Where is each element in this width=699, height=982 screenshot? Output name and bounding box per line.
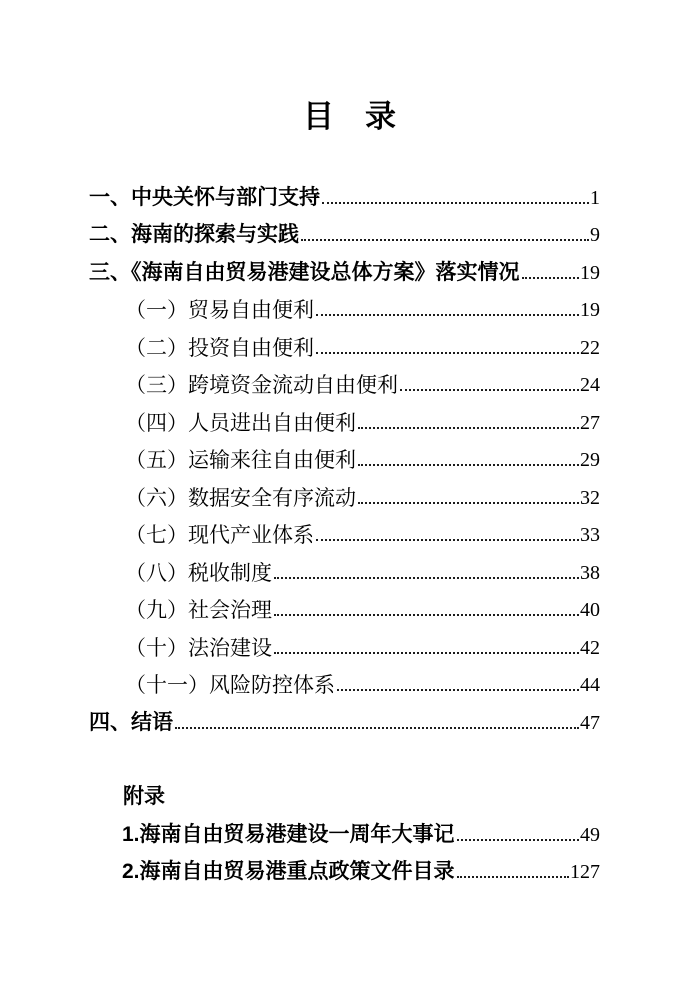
dot-leader — [400, 389, 579, 391]
toc-entry-label: 二、海南的探索与实践 — [89, 223, 299, 246]
toc-entry[interactable] — [89, 623, 600, 661]
toc-entry[interactable] — [89, 211, 600, 249]
toc-entry-label: （九）社会治理 — [125, 598, 272, 622]
appendix-entry[interactable] — [89, 810, 600, 848]
toc-entry-label: （六）数据安全有序流动 — [125, 485, 356, 510]
toc-entry-page-number: 27 — [580, 411, 600, 434]
toc-entry-page-number: 24 — [580, 374, 600, 396]
appendix-heading-row — [89, 773, 600, 811]
toc-entry-label: （四）人员进出自由便利 — [125, 410, 356, 435]
dot-leader — [358, 464, 579, 466]
dot-leader — [301, 239, 589, 241]
toc-entry-page-number: 40 — [580, 599, 600, 621]
toc-entry-label: （十）法治建设 — [125, 635, 272, 660]
toc-entry-page-number: 19 — [580, 261, 600, 284]
toc-entry[interactable] — [89, 698, 600, 736]
dot-leader — [358, 502, 579, 504]
toc-entry-label: （二）投资自由便利 — [125, 335, 314, 360]
toc-entry-label: （五）运输来往自由便利 — [125, 448, 356, 472]
toc-entry-label: （三）跨境资金流动自由便利 — [125, 373, 398, 397]
appendix-list — [89, 810, 600, 885]
dot-leader — [274, 614, 579, 616]
toc-entry-page-number: 1 — [590, 186, 600, 209]
toc-entry-label: 一、中央关怀与部门支持 — [89, 185, 320, 209]
toc-entry[interactable] — [89, 511, 600, 549]
toc-entry-page-number: 38 — [580, 561, 600, 584]
page-title: 目 录 — [303, 99, 396, 134]
dot-leader — [457, 839, 579, 841]
dot-leader — [274, 577, 579, 579]
dot-leader — [337, 689, 579, 691]
dot-leader — [457, 876, 569, 878]
dot-leader — [522, 277, 580, 279]
toc-list — [89, 173, 600, 736]
appendix-entry[interactable] — [89, 848, 600, 886]
toc-entry-page-number: 32 — [580, 486, 600, 509]
dot-leader — [316, 352, 579, 354]
appendix-section — [89, 773, 600, 886]
toc-entry-page-number: 44 — [580, 674, 600, 696]
toc-entry-page-number: 22 — [580, 336, 600, 359]
toc-entry[interactable] — [89, 173, 600, 211]
dot-leader — [322, 202, 589, 204]
dot-leader — [274, 652, 579, 654]
dot-leader — [358, 427, 579, 429]
toc-entry-label: （十一）风险防控体系 — [125, 673, 335, 697]
toc-entry-label: 四、结语 — [89, 710, 173, 734]
toc-entry-page-number: 9 — [590, 224, 600, 246]
toc-entry-label: （七）现代产业体系 — [125, 523, 314, 547]
toc-entry[interactable] — [89, 323, 600, 361]
toc-entry[interactable] — [89, 286, 600, 324]
toc-entry-label: （八）税收制度 — [125, 560, 272, 585]
toc-entry[interactable] — [89, 473, 600, 511]
toc-entry-page-number: 42 — [580, 636, 600, 659]
appendix-entry-label: 1.海南自由贸易港建设一周年大事记 — [122, 822, 455, 846]
toc-entry[interactable] — [89, 586, 600, 624]
toc-entry[interactable] — [89, 548, 600, 586]
toc-entry-label: （一）贸易自由便利 — [125, 298, 314, 322]
toc-entry-page-number: 19 — [580, 299, 600, 321]
toc-entry[interactable] — [89, 436, 600, 474]
toc-entry-page-number: 47 — [580, 711, 600, 734]
toc-entry[interactable] — [89, 398, 600, 436]
appendix-entry-page-number: 127 — [570, 861, 600, 883]
toc-entry[interactable] — [89, 361, 600, 399]
appendix-entry-label: 2.海南自由贸易港重点政策文件目录 — [122, 860, 455, 883]
toc-entry-page-number: 33 — [580, 524, 600, 546]
toc-entry[interactable] — [89, 248, 600, 286]
appendix-heading: 附录 — [123, 785, 165, 808]
toc-entry-label: 三、《海南自由贸易港建设总体方案》落实情况 — [89, 260, 520, 284]
toc-entry[interactable] — [89, 661, 600, 699]
appendix-entry-page-number: 49 — [580, 823, 600, 846]
dot-leader — [175, 727, 579, 729]
toc-entry-page-number: 29 — [580, 449, 600, 471]
dot-leader — [316, 539, 579, 541]
dot-leader — [316, 314, 579, 316]
